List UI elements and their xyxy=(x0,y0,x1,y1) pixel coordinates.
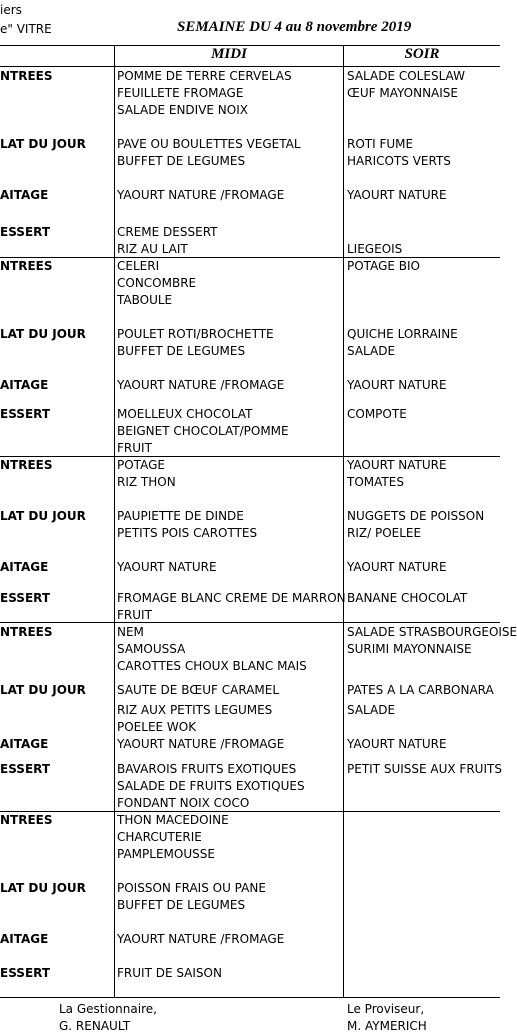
category-label-plat: LAT DU JOUR xyxy=(0,327,86,341)
soir-dish: YAOURT NATURE xyxy=(347,188,447,202)
midi-dish: CAROTTES CHOUX BLANC MAIS xyxy=(117,659,307,673)
midi-dish: CELERI xyxy=(117,259,160,273)
midi-dish: RIZ THON xyxy=(117,475,176,489)
midi-dish: SAUTE DE BŒUF CARAMEL xyxy=(117,683,280,697)
midi-dish: RIZ AU LAIT xyxy=(117,242,188,256)
category-label-entrees: NTREES xyxy=(0,813,53,827)
establishment-line-2: e" VITRE xyxy=(0,22,52,36)
midi-dish: SALADE DE FRUITS EXOTIQUES xyxy=(117,779,305,793)
midi-dish: BEIGNET CHOCOLAT/POMME xyxy=(117,424,289,438)
midi-dish: POULET ROTI/BROCHETTE xyxy=(117,327,274,341)
day-separator xyxy=(0,811,500,812)
soir-dish: PETIT SUISSE AUX FRUITS xyxy=(347,762,502,776)
footer-right-title: Le Proviseur, xyxy=(347,1002,425,1016)
soir-dish: YAOURT NATURE xyxy=(347,458,447,472)
midi-dish: FRUIT DE SAISON xyxy=(117,966,222,980)
midi-dish: POTAGE xyxy=(117,458,165,472)
soir-dish: SALADE COLESLAW xyxy=(347,69,465,83)
midi-dish: YAOURT NATURE /FROMAGE xyxy=(117,188,285,202)
category-label-laitage: AITAGE xyxy=(0,378,49,392)
footer-left-name: G. RENAULT xyxy=(59,1019,131,1033)
category-label-laitage: AITAGE xyxy=(0,932,49,946)
midi-dish: RIZ AUX PETITS LEGUMES xyxy=(117,703,273,717)
column-divider xyxy=(114,45,115,998)
table-bottom-border xyxy=(0,997,500,998)
category-label-entrees: NTREES xyxy=(0,625,53,639)
midi-dish: PAVE OU BOULETTES VEGETAL xyxy=(117,137,301,151)
midi-dish: POISSON FRAIS OU PANE xyxy=(117,881,266,895)
midi-dish: FRUIT xyxy=(117,441,152,455)
soir-dish: LIEGEOIS xyxy=(347,242,403,256)
soir-dish: SURIMI MAYONNAISE xyxy=(347,642,472,656)
soir-dish: SALADE xyxy=(347,703,396,717)
category-label-plat: LAT DU JOUR xyxy=(0,881,86,895)
category-label-plat: LAT DU JOUR xyxy=(0,509,86,523)
category-label-dessert: ESSERT xyxy=(0,591,51,605)
soir-dish: YAOURT NATURE xyxy=(347,378,447,392)
week-title: SEMAINE DU 4 au 8 novembre 2019 xyxy=(177,19,412,35)
midi-dish: SAMOUSSA xyxy=(117,642,186,656)
soir-dish: BANANE CHOCOLAT xyxy=(347,591,468,605)
midi-dish: CONCOMBRE xyxy=(117,276,197,290)
midi-dish: FONDANT NOIX COCO xyxy=(117,796,250,810)
midi-dish: POMME DE TERRE CERVELAS xyxy=(117,69,292,83)
establishment-line-1: iers xyxy=(0,3,22,17)
column-header-midi: MIDI xyxy=(211,46,247,62)
soir-dish: YAOURT NATURE xyxy=(347,737,447,751)
category-label-dessert: ESSERT xyxy=(0,966,51,980)
midi-dish: MOELLEUX CHOCOLAT xyxy=(117,407,253,421)
midi-dish: CHARCUTERIE xyxy=(117,830,202,844)
midi-dish: BUFFET DE LEGUMES xyxy=(117,898,246,912)
midi-dish: CREME DESSERT xyxy=(117,225,218,239)
midi-dish: NEM xyxy=(117,625,144,639)
soir-dish: NUGGETS DE POISSON xyxy=(347,509,485,523)
soir-dish: YAOURT NATURE xyxy=(347,560,447,574)
table-top-border xyxy=(0,45,500,46)
soir-dish: HARICOTS VERTS xyxy=(347,154,451,168)
midi-dish: YAOURT NATURE /FROMAGE xyxy=(117,378,285,392)
category-label-dessert: ESSERT xyxy=(0,407,51,421)
soir-dish: PATES A LA CARBONARA xyxy=(347,683,494,697)
category-label-laitage: AITAGE xyxy=(0,188,49,202)
footer-right-name: M. AYMERICH xyxy=(347,1019,427,1033)
category-label-entrees: NTREES xyxy=(0,458,53,472)
soir-dish: COMPOTE xyxy=(347,407,407,421)
midi-dish: FROMAGE BLANC CREME DE MARRON xyxy=(117,591,346,605)
category-label-plat: LAT DU JOUR xyxy=(0,137,86,151)
soir-dish: RIZ/ POELEE xyxy=(347,526,422,540)
soir-dish: ROTI FUME xyxy=(347,137,414,151)
soir-dish: POTAGE BIO xyxy=(347,259,420,273)
midi-dish: TABOULE xyxy=(117,293,173,307)
category-label-entrees: NTREES xyxy=(0,69,53,83)
midi-dish: YAOURT NATURE xyxy=(117,560,217,574)
midi-dish: PAUPIETTE DE DINDE xyxy=(117,509,244,523)
day-separator xyxy=(0,622,500,623)
category-label-dessert: ESSERT xyxy=(0,762,51,776)
category-label-laitage: AITAGE xyxy=(0,560,49,574)
soir-dish: QUICHE LORRAINE xyxy=(347,327,458,341)
category-label-dessert: ESSERT xyxy=(0,225,51,239)
midi-dish: BUFFET DE LEGUMES xyxy=(117,154,246,168)
footer-left-title: La Gestionnaire, xyxy=(59,1002,157,1016)
day-separator xyxy=(0,257,500,258)
midi-dish: PETITS POIS CAROTTES xyxy=(117,526,258,540)
midi-dish: THON MACEDOINE xyxy=(117,813,229,827)
midi-dish: BAVAROIS FRUITS EXOTIQUES xyxy=(117,762,297,776)
category-label-laitage: AITAGE xyxy=(0,737,49,751)
soir-dish: SALADE STRASBOURGEOISE xyxy=(347,625,517,639)
soir-dish: TOMATES xyxy=(347,475,404,489)
soir-dish: SALADE xyxy=(347,344,396,358)
header-bottom-border xyxy=(0,66,500,67)
column-divider xyxy=(343,45,344,998)
midi-dish: YAOURT NATURE /FROMAGE xyxy=(117,932,285,946)
soir-dish: ŒUF MAYONNAISE xyxy=(347,86,458,100)
midi-dish: POELEE WOK xyxy=(117,720,197,734)
category-label-plat: LAT DU JOUR xyxy=(0,683,86,697)
midi-dish: SALADE ENDIVE NOIX xyxy=(117,103,248,117)
midi-dish: FEUILLETE FROMAGE xyxy=(117,86,244,100)
midi-dish: BUFFET DE LEGUMES xyxy=(117,344,246,358)
midi-dish: FRUIT xyxy=(117,608,152,622)
column-header-soir: SOIR xyxy=(404,46,440,62)
category-label-entrees: NTREES xyxy=(0,259,53,273)
midi-dish: YAOURT NATURE /FROMAGE xyxy=(117,737,285,751)
midi-dish: PAMPLEMOUSSE xyxy=(117,847,215,861)
